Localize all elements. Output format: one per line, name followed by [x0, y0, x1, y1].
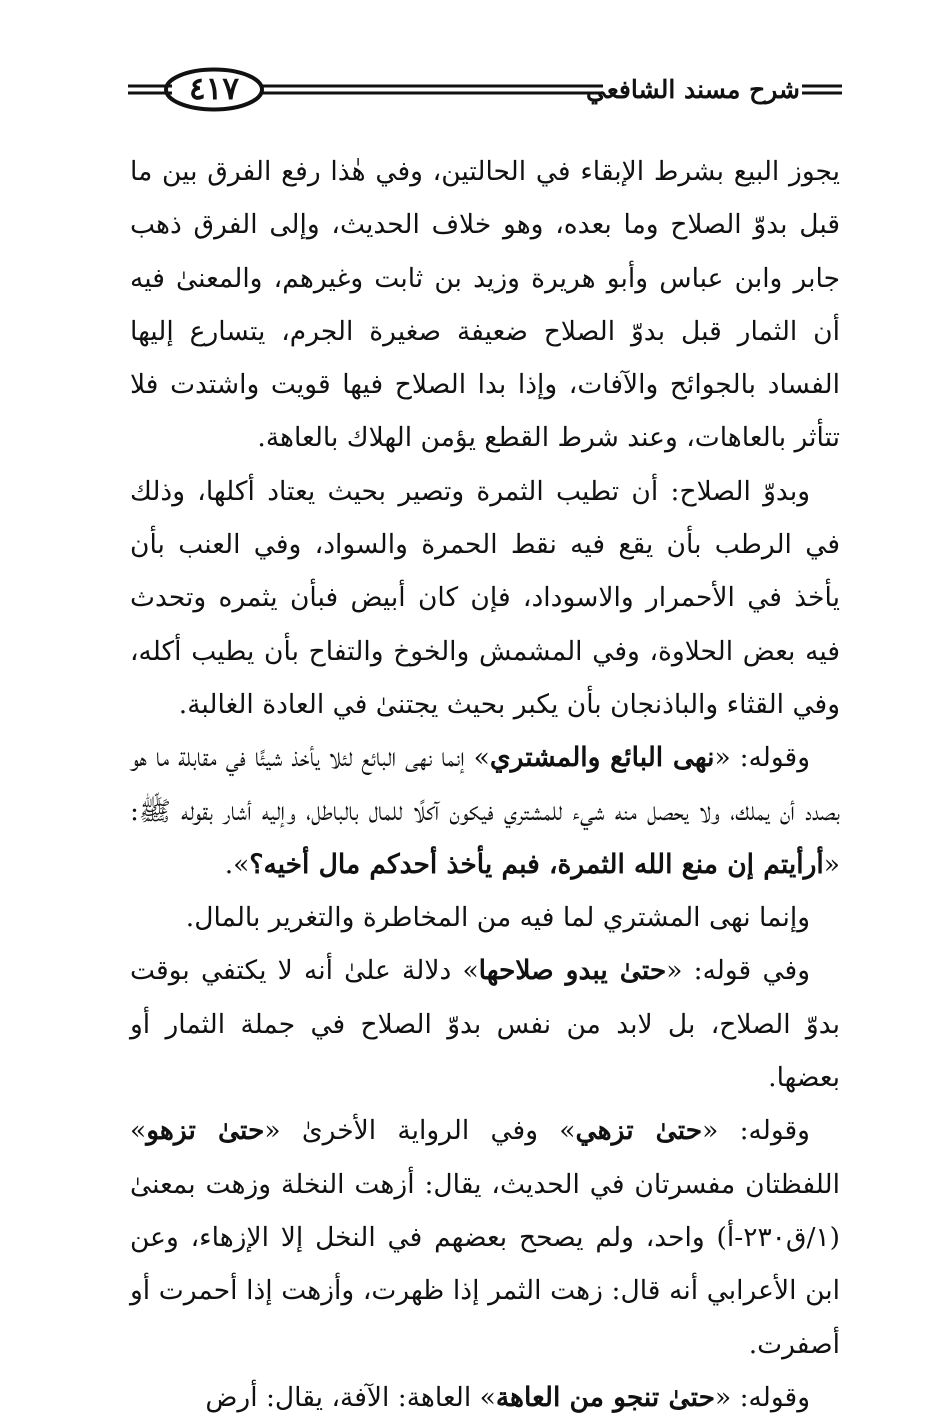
paragraph-text: ».: [224, 848, 250, 880]
quoted-hadith-text: نهى البائع والمشتري: [489, 742, 715, 774]
body-paragraph: [130, 1104, 840, 1370]
page-body: [130, 145, 840, 1413]
quoted-hadith-text: حتىٰ تنجو من العاهة: [495, 1381, 715, 1413]
paragraph-text: وقوله: «: [702, 1115, 810, 1147]
body-paragraph: [130, 891, 840, 944]
page-number: ٤١٧: [189, 71, 239, 107]
body-paragraph: [130, 731, 840, 891]
body-paragraph: [130, 944, 840, 1104]
body-paragraph: [130, 465, 840, 731]
paragraph-text: » اللفظتان مفسرتان في الحديث، يقال: أزهت النخلة وزهت بمعنىٰ (١/ق٢٣٠-أ) واحد، ولم يصحح بعضهم في النخل إلا الإزهاء، وعن ابن الأعرابي أنه قال: زهت الثمر إذا ظهرت، وأزهت إذا أحمرت أو أصفرت.: [130, 1115, 840, 1360]
paragraph-text: » دلالة علىٰ أنه لا يكتفي بوقت بدوّ الصلاح، بل لابد من نفس بدوّ الصلاح في جملة الثمار أو بعضها.: [130, 955, 840, 1094]
quoted-hadith-text: حتىٰ يبدو صلاحها: [478, 955, 667, 987]
paragraph-text: يجوز البيع بشرط الإبقاء في الحالتين، وفي هٰذا رفع الفرق بين ما قبل بدوّ الصلاح وما بعده، وهو خلاف الحديث، وإلى الفرق ذهب جابر وابن عباس وأبو هريرة وزيد بن ثابت وغيرهم، والمعنىٰ فيه أن الثمار قبل بدوّ الصلاح ضعيفة صغيرة الجرم، يتسارع إليها الفساد بالجوائح والآفات، وإذا بدا الصلاح فيها قويت واشتدت فلا تتأثر بالعاهات، وعند شرط القطع يؤمن الهلاك بالعاهة.: [130, 156, 840, 454]
paragraph-text: وإنما نهى المشتري لما فيه من المخاطرة والتغرير بالمال.: [185, 902, 810, 934]
body-paragraph: [130, 1371, 840, 1424]
page-header: [128, 62, 842, 118]
paragraph-text: وقوله: «: [714, 742, 810, 774]
paragraph-text: » وفي الرواية الأخرىٰ «: [264, 1115, 576, 1147]
paragraph-text: وقوله: «: [714, 1381, 810, 1413]
body-paragraph: [130, 145, 840, 465]
paragraph-text: » العاهة: الآفة، يقال: أرض: [205, 1381, 496, 1413]
quoted-hadith-text: أرأيتم إن منع الله الثمرة، فبم يأخذ أحدكم مال أخيه؟: [249, 848, 824, 880]
paragraph-text: وبدوّ الصلاح: أن تطيب الثمرة وتصير بحيث يعتاد أكلها، وذلك في الرطب بأن يقع فيه نقط الحمرة والسواد، وفي العنب بأن يأخذ في الأحمرار والاسوداد، فإن كان أبيض فبأن يثمره وتحدث فيه بعض الحلاوة، وفي المشمش والخوخ والتفاح بأن يطيب أكله، وفي القثاء والباذنجان بأن يكبر بحيث يجتنىٰ في العادة الغالبة.: [130, 475, 840, 720]
quoted-hadith-text: حتىٰ تزهو: [146, 1115, 265, 1147]
book-title: شرح مسند الشافعي: [586, 75, 800, 104]
paragraph-text: » إنما نهى البائع لئلا يأخذ شيئًا في مقابلة ما هو بصدد أن يملك، ولا يحصل منه شيء للمشتري فيكون آكلًا للمال بالباطل، وإليه أشار بقوله ﷺ: «: [130, 742, 840, 880]
quoted-hadith-text: حتىٰ تزهي: [575, 1115, 703, 1147]
paragraph-text: وفي قوله: «: [666, 955, 810, 987]
